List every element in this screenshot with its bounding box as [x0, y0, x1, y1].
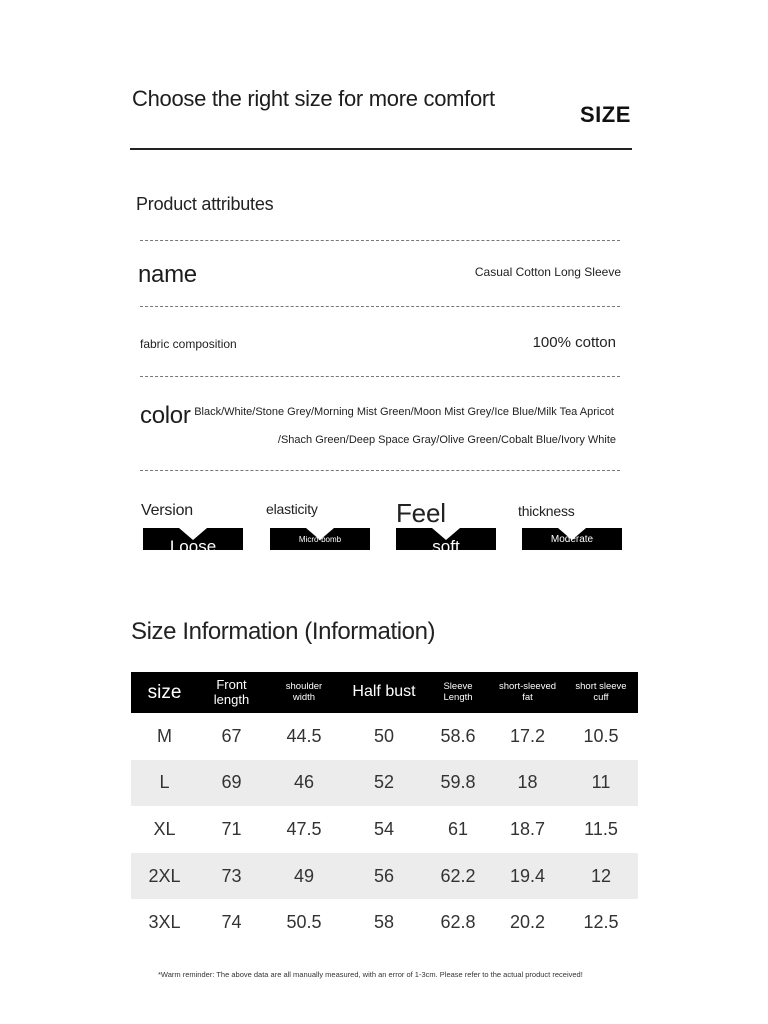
fabric-label: fabric composition [140, 337, 237, 351]
column-header-sleeve-length: Sleeve Length [425, 672, 491, 713]
dashed-divider [140, 306, 620, 307]
version-value: Loose [169, 537, 217, 556]
table-cell: 74 [221, 912, 242, 933]
table-cell: 61 [447, 818, 469, 839]
table-cell: 50.5 [286, 912, 322, 933]
table-row [131, 713, 638, 760]
column-header-short-sleeve-cuff: short sleeve cuff [564, 672, 638, 713]
dashed-divider [140, 470, 620, 471]
thickness-value: Moderate [550, 534, 594, 545]
table-cell: 46 [265, 760, 343, 807]
size-cell: M [157, 725, 172, 746]
table-cell: 50 [373, 725, 395, 746]
table-row [131, 806, 638, 853]
elasticity-indicator [270, 528, 370, 550]
size-table [131, 672, 638, 946]
size-cell: 3XL [148, 912, 181, 933]
table-cell: 12 [564, 853, 638, 900]
table-cell: 47.5 [286, 818, 322, 839]
table-cell: 54 [373, 818, 395, 839]
column-header-size: size [131, 672, 198, 713]
table-cell: 56 [343, 853, 425, 900]
table-cell: 11 [564, 760, 638, 807]
color-values-line2: /Shach Green/Deep Space Gray/Olive Green/Cobalt Blue/Ivory White [277, 434, 616, 446]
table-cell: 73 [198, 853, 265, 900]
table-cell: 69 [198, 760, 265, 807]
elasticity-value: Micro-bomb [298, 535, 342, 544]
elasticity-label: elasticity [266, 501, 318, 517]
table-cell: 49 [265, 853, 343, 900]
name-value: Casual Cotton Long Sleeve [474, 265, 621, 279]
column-header-short-sleeved-fat: short-sleeved fat [491, 672, 564, 713]
table-cell: 58 [373, 912, 395, 933]
table-cell: 52 [343, 760, 425, 807]
column-header-front-length: Front length [198, 672, 265, 713]
table-cell: 18 [491, 760, 564, 807]
table-cell: 59.8 [425, 760, 491, 807]
table-cell: 71 [221, 818, 242, 839]
fabric-value: 100% cotton [532, 334, 616, 351]
table-cell: 58.6 [440, 725, 476, 746]
thickness-label: thickness [518, 503, 575, 519]
thickness-indicator [522, 528, 622, 550]
version-indicator [143, 528, 243, 556]
table-row [131, 853, 638, 900]
table-cell: 67 [221, 725, 242, 746]
header-divider [130, 148, 632, 150]
table-cell: 11.5 [584, 818, 618, 839]
feel-value: soft [432, 537, 460, 556]
version-label: Version [141, 502, 193, 519]
table-cell: 44.5 [286, 725, 322, 746]
table-cell: 19.4 [491, 853, 564, 900]
table-row [131, 899, 638, 946]
size-cell: 2XL [131, 853, 198, 900]
table-cell: 20.2 [509, 912, 546, 933]
table-cell: 62.8 [440, 912, 476, 933]
table-cell: 62.2 [425, 853, 491, 900]
feel-label: Feel [396, 498, 446, 528]
table-row [131, 760, 638, 807]
table-header-row [131, 672, 638, 713]
color-label: color [140, 402, 191, 429]
size-cell: L [131, 760, 198, 807]
product-attributes-title: Product attributes [136, 194, 274, 214]
color-values-line1: Black/White/Stone Grey/Morning Mist Green/Moon Mist Grey/Ice Blue/Milk Tea Apricot [194, 406, 614, 418]
column-header-shoulder-width: shoulder width [265, 672, 343, 713]
warm-reminder-footnote: *Warm reminder: The above data are all manually measured, with an error of 1-3cm. Please refer to the actual product received! [158, 970, 583, 979]
dashed-divider [140, 240, 620, 241]
column-header-half-bust: Half bust [343, 672, 425, 713]
table-cell: 10.5 [583, 725, 619, 746]
size-heading: SIZE [580, 102, 631, 127]
name-label: name [138, 261, 197, 288]
table-cell: 12.5 [583, 912, 619, 933]
table-cell: 18.7 [509, 818, 546, 839]
page-headline: Choose the right size for more comfort [132, 86, 495, 111]
feel-indicator [396, 528, 496, 556]
table-cell: 17.2 [509, 725, 546, 746]
size-cell: XL [153, 818, 176, 839]
dashed-divider [140, 376, 620, 377]
size-info-title: Size Information (Information) [131, 618, 436, 645]
